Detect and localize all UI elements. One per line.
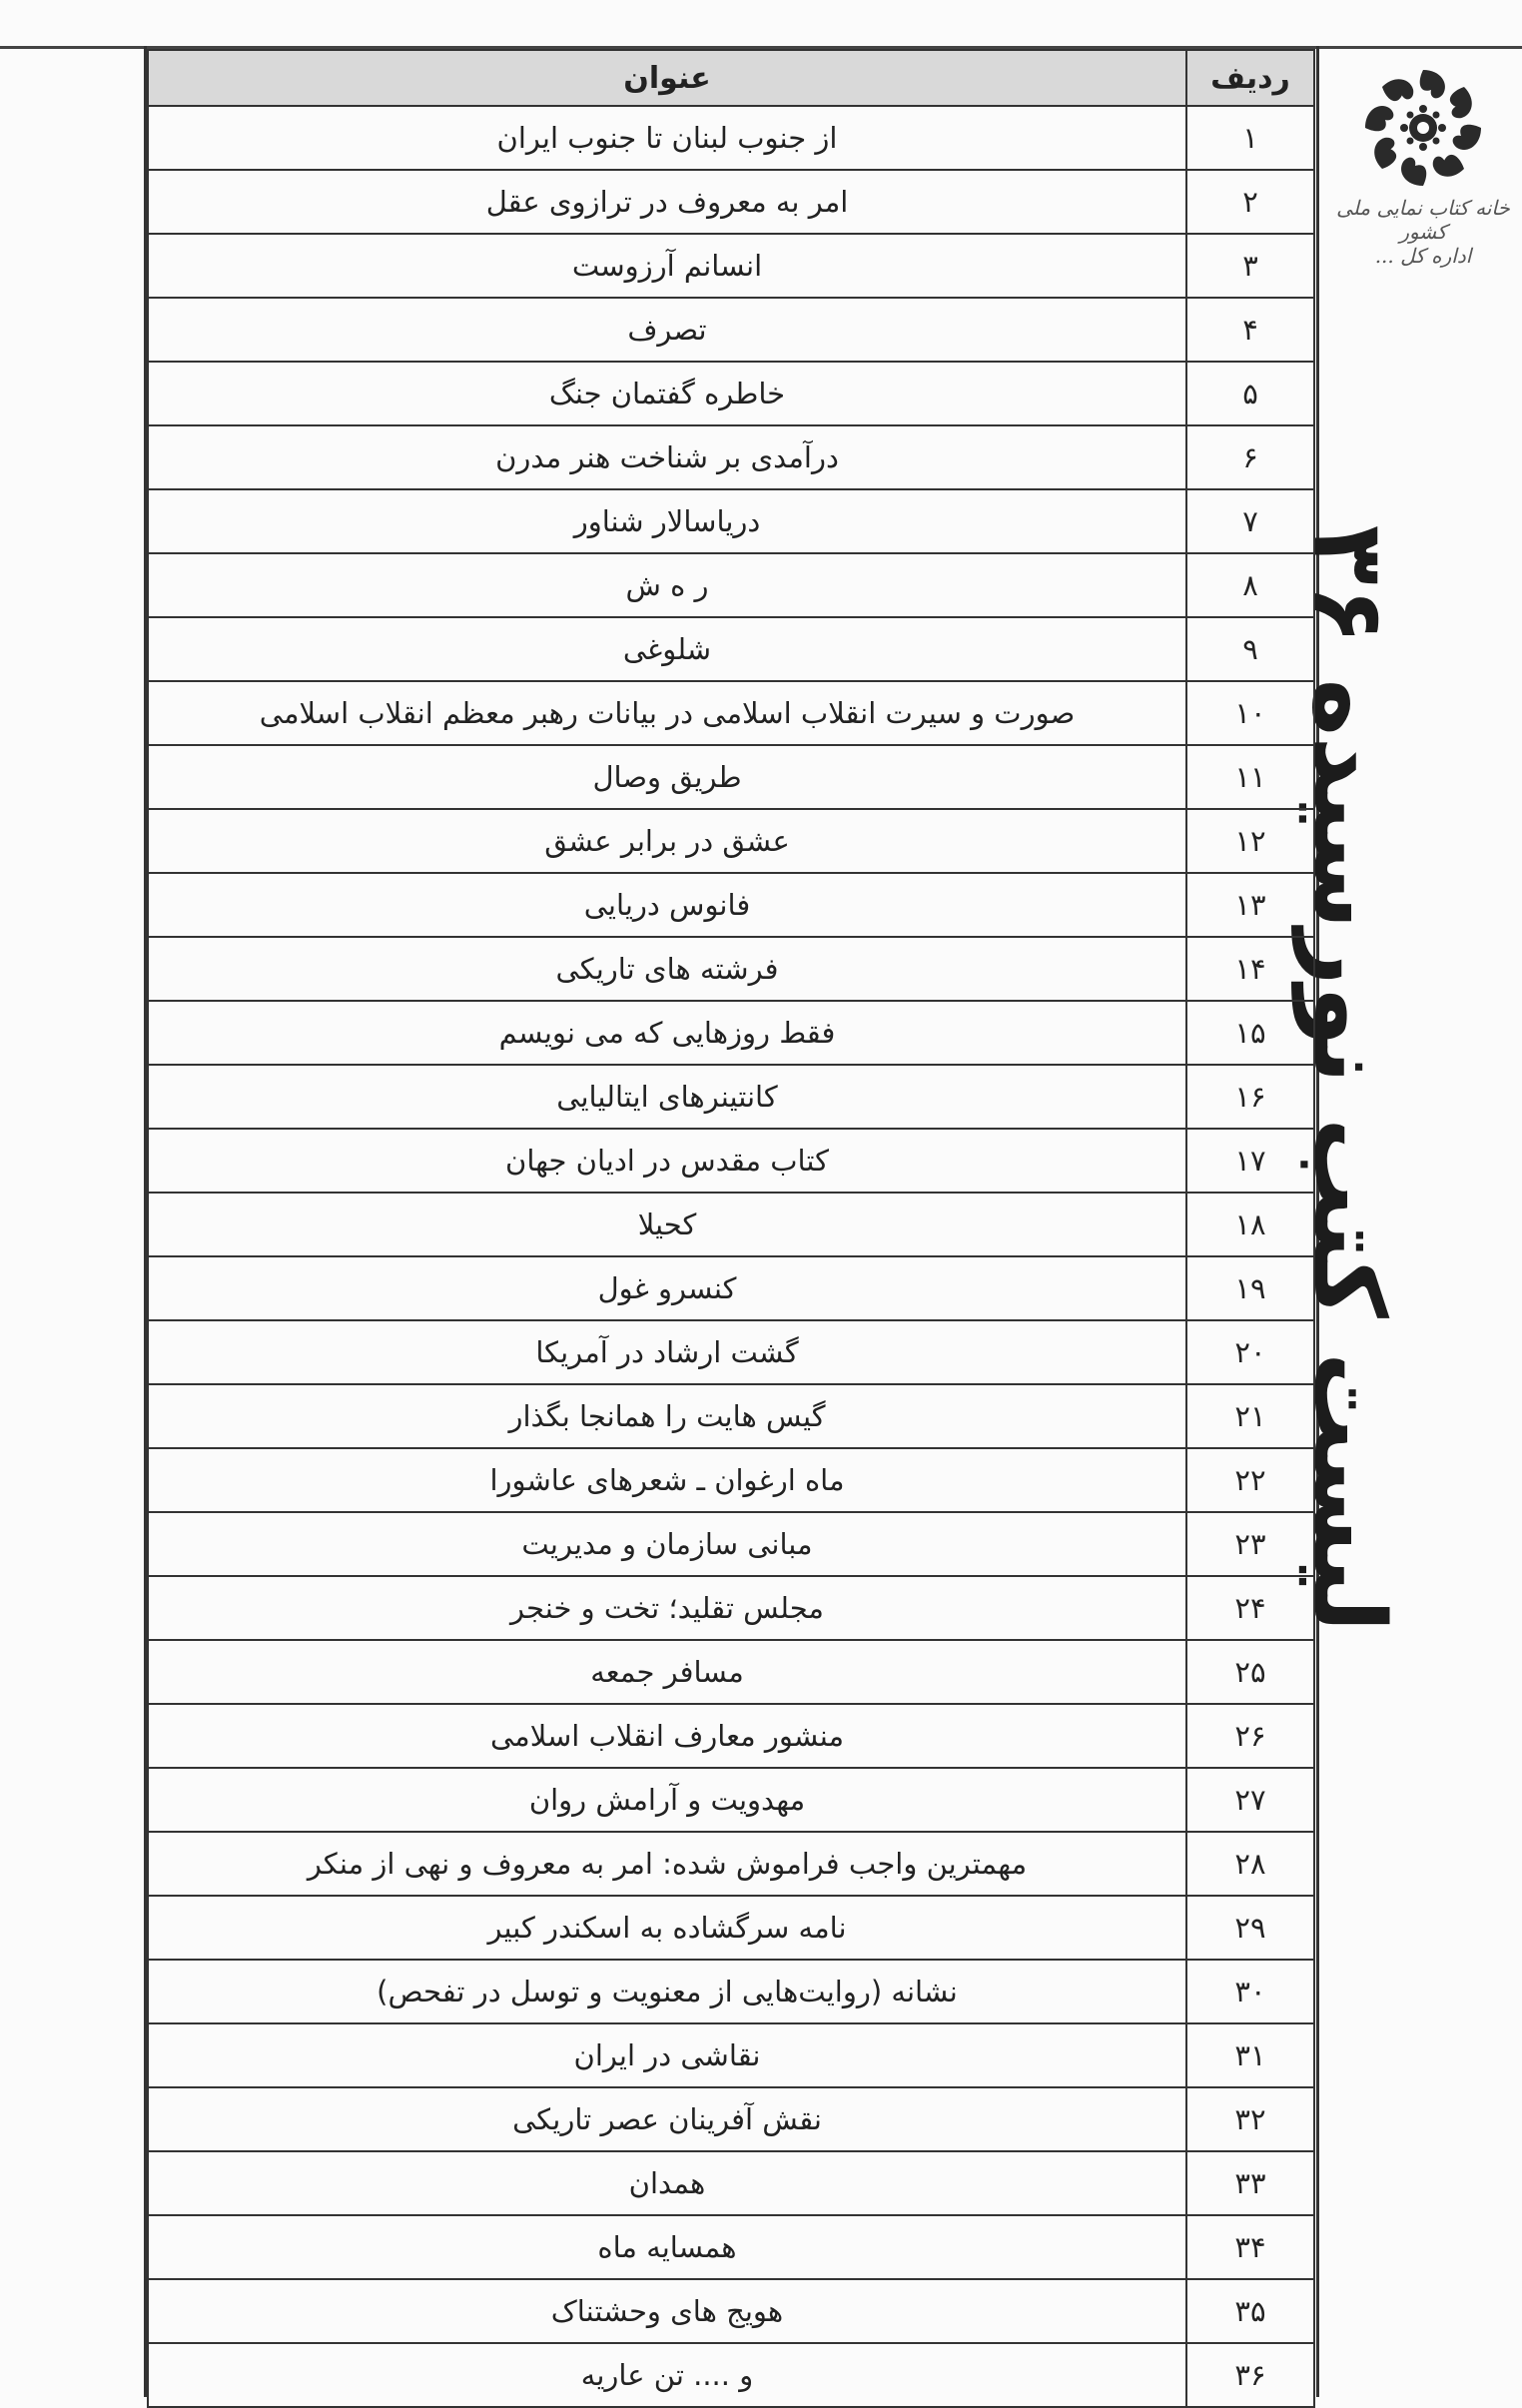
book-title: صورت و سیرت انقلاب اسلامی در بیانات رهبر معظم انقلاب اسلامی	[148, 681, 1186, 745]
row-number: ۱۸	[1186, 1193, 1314, 1256]
table-row	[148, 1256, 1314, 1320]
table-row	[148, 170, 1314, 234]
row-number: ۳۱	[1186, 2023, 1314, 2087]
row-number: ۲۴	[1186, 1576, 1314, 1640]
book-title: ماه ارغوان ـ شعرهای عاشورا	[148, 1448, 1186, 1512]
table-row	[148, 425, 1314, 489]
book-title: گشت ارشاد در آمریکا	[148, 1320, 1186, 1384]
table-row	[148, 1065, 1314, 1129]
row-number: ۱۰	[1186, 681, 1314, 745]
row-number: ۸	[1186, 553, 1314, 617]
row-number: ۱۶	[1186, 1065, 1314, 1129]
book-title: گیس هایت را همانجا بگذار	[148, 1384, 1186, 1448]
row-number: ۱	[1186, 106, 1314, 170]
row-number: ۲۸	[1186, 1832, 1314, 1896]
book-title: مجلس تقلید؛ تخت و خنجر	[148, 1576, 1186, 1640]
row-number: ۳۵	[1186, 2279, 1314, 2343]
header-title: عنوان	[148, 50, 1186, 106]
row-number: ۳۰	[1186, 1960, 1314, 2023]
table-row	[148, 1129, 1314, 1193]
book-title: نقش آفرینان عصر تاریکی	[148, 2087, 1186, 2151]
logo-caption-line2: اداره کل ...	[1374, 244, 1472, 268]
row-number: ۵	[1186, 362, 1314, 425]
table-row	[148, 1320, 1314, 1384]
table-row	[148, 809, 1314, 873]
table-row	[148, 553, 1314, 617]
table-row	[148, 489, 1314, 553]
table-row	[148, 681, 1314, 745]
book-title: فقط روزهایی که می نویسم	[148, 1001, 1186, 1065]
book-title: طریق وصال	[148, 745, 1186, 809]
logo-caption	[1334, 196, 1512, 268]
row-number: ۱۲	[1186, 809, 1314, 873]
table-row	[148, 745, 1314, 809]
table-row	[148, 2023, 1314, 2087]
table-row	[148, 1512, 1314, 1576]
table-row	[148, 298, 1314, 362]
row-number: ۱۵	[1186, 1001, 1314, 1065]
table-row	[148, 1704, 1314, 1768]
table-row	[148, 2215, 1314, 2279]
table-row	[148, 1193, 1314, 1256]
table-row	[148, 937, 1314, 1001]
table-row	[148, 2151, 1314, 2215]
table-row	[148, 1384, 1314, 1448]
table-row	[148, 873, 1314, 937]
books-table	[147, 49, 1315, 2408]
table-row	[148, 1960, 1314, 2023]
book-title: مهمترین واجب فراموش شده: امر به معروف و نهی از منکر	[148, 1832, 1186, 1896]
row-number: ۲	[1186, 170, 1314, 234]
row-number: ۶	[1186, 425, 1314, 489]
row-number: ۲۹	[1186, 1896, 1314, 1960]
row-number: ۱۱	[1186, 745, 1314, 809]
book-title: از جنوب لبنان تا جنوب ایران	[148, 106, 1186, 170]
table-row	[148, 234, 1314, 298]
list-title: لیست کتب نورسیده ۳۶	[1291, 524, 1405, 1633]
row-number: ۲۳	[1186, 1512, 1314, 1576]
table-row	[148, 362, 1314, 425]
library-emblem-icon	[1338, 66, 1508, 196]
row-number: ۲۶	[1186, 1704, 1314, 1768]
book-title: درآمدی بر شناخت هنر مدرن	[148, 425, 1186, 489]
row-number: ۲۵	[1186, 1640, 1314, 1704]
book-title: عشق در برابر عشق	[148, 809, 1186, 873]
book-title: خاطره گفتمان جنگ	[148, 362, 1186, 425]
row-number: ۱۴	[1186, 937, 1314, 1001]
table-row	[148, 1001, 1314, 1065]
row-number: ۱۹	[1186, 1256, 1314, 1320]
row-number: ۳۳	[1186, 2151, 1314, 2215]
book-title: نقاشی در ایران	[148, 2023, 1186, 2087]
row-number: ۲۰	[1186, 1320, 1314, 1384]
book-title: کنسرو غول	[148, 1256, 1186, 1320]
table-row	[148, 1576, 1314, 1640]
table-row	[148, 1896, 1314, 1960]
table-header-row	[148, 50, 1314, 106]
book-title: منشور معارف انقلاب اسلامی	[148, 1704, 1186, 1768]
row-number: ۹	[1186, 617, 1314, 681]
row-number: ۳۲	[1186, 2087, 1314, 2151]
row-number: ۴	[1186, 298, 1314, 362]
row-number: ۲۲	[1186, 1448, 1314, 1512]
book-title: هویج های وحشتناک	[148, 2279, 1186, 2343]
book-title: همسایه ماه	[148, 2215, 1186, 2279]
row-number: ۳	[1186, 234, 1314, 298]
table-row	[148, 2343, 1314, 2407]
row-number: ۲۱	[1186, 1384, 1314, 1448]
book-title: دریاسالار شناور	[148, 489, 1186, 553]
book-title: امر به معروف در ترازوی عقل	[148, 170, 1186, 234]
row-number: ۲۷	[1186, 1768, 1314, 1832]
table-row	[148, 2279, 1314, 2343]
book-title: کحیلا	[148, 1193, 1186, 1256]
row-number: ۳۴	[1186, 2215, 1314, 2279]
table-row	[148, 1448, 1314, 1512]
table-row	[148, 2087, 1314, 2151]
book-title: همدان	[148, 2151, 1186, 2215]
table-row	[148, 1832, 1314, 1896]
table-row	[148, 1768, 1314, 1832]
book-title: مسافر جمعه	[148, 1640, 1186, 1704]
book-title: فرشته های تاریکی	[148, 937, 1186, 1001]
row-number: ۱۳	[1186, 873, 1314, 937]
book-title: فانوس دریایی	[148, 873, 1186, 937]
book-title: مبانی سازمان و مدیریت	[148, 1512, 1186, 1576]
row-number: ۱۷	[1186, 1129, 1314, 1193]
book-title: نشانه (روایت‌هایی از معنویت و توسل در تفحص)	[148, 1960, 1186, 2023]
book-title: تصرف	[148, 298, 1186, 362]
header-number: ردیف	[1186, 50, 1314, 106]
row-number: ۳۶	[1186, 2343, 1314, 2407]
logo-caption-line1: خانه کتاب نمایی ملی کشور	[1336, 196, 1510, 244]
book-title: کتاب مقدس در ادیان جهان	[148, 1129, 1186, 1193]
book-title: کانتینرهای ایتالیایی	[148, 1065, 1186, 1129]
book-title: نامه سرگشاده به اسکندر کبیر	[148, 1896, 1186, 1960]
table-row	[148, 106, 1314, 170]
book-title: ر ه ش	[148, 553, 1186, 617]
book-title: مهدویت و آرامش روان	[148, 1768, 1186, 1832]
row-number: ۷	[1186, 489, 1314, 553]
table-row	[148, 617, 1314, 681]
book-title: شلوغی	[148, 617, 1186, 681]
book-title: انسانم آرزوست	[148, 234, 1186, 298]
book-title: و .... تن عاریه	[148, 2343, 1186, 2407]
table-row	[148, 1640, 1314, 1704]
